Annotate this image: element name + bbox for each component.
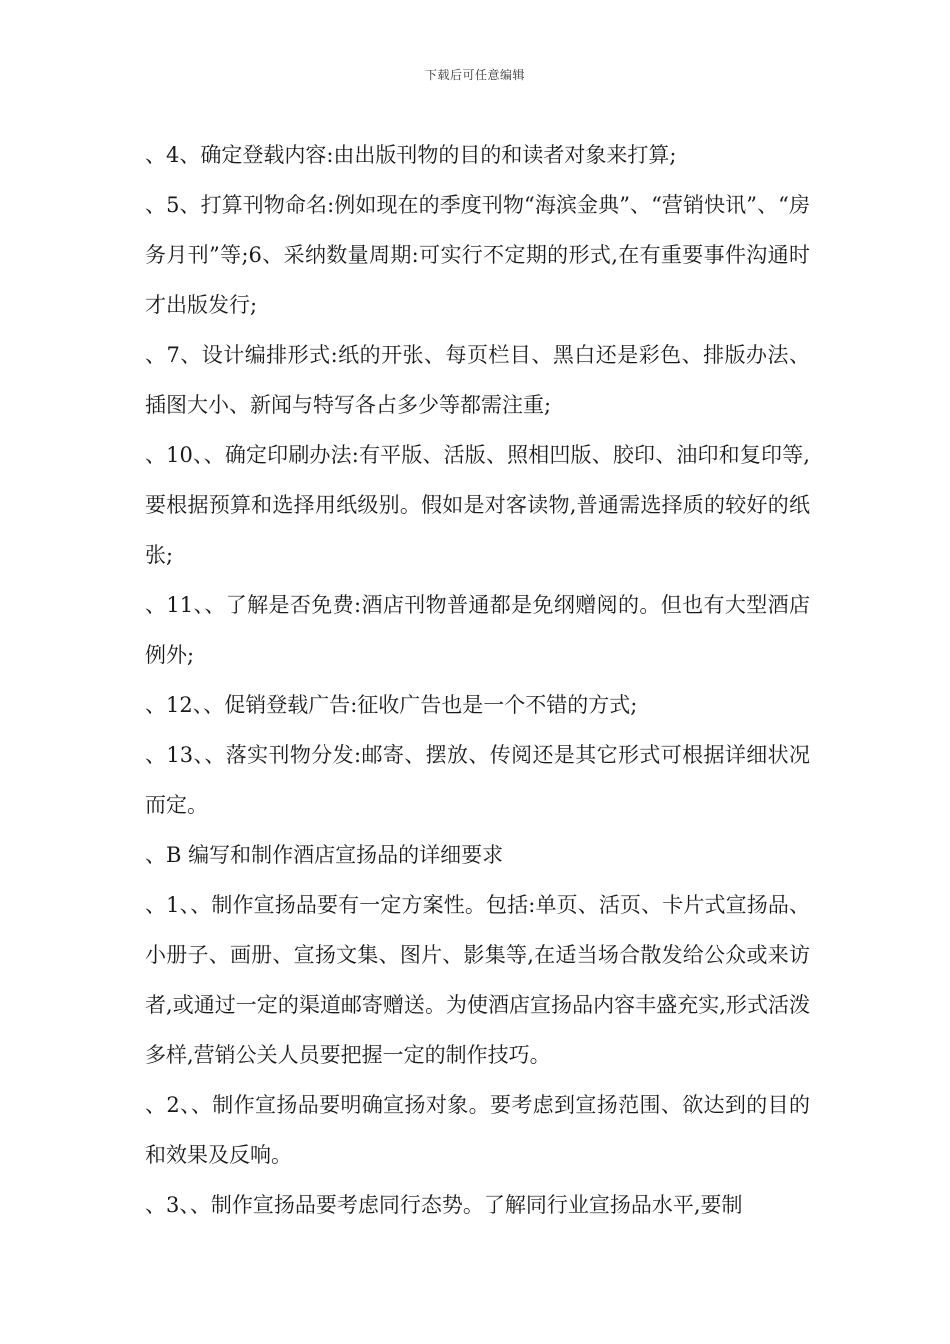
paragraph: 、1、、制作宣扬品要有一定方案性。包括:单页、活页、卡片式宣扬品、小册子、画册、宣扬文集、图片、影集等,在适当场合散发给公众或来访者,或通过一定的渠道邮寄赠送。为使酒店宣扬品内容丰盛充实,形式活泼多样,营销公关人员要把握一定的制作技巧。: [145, 893, 810, 1067]
paragraph: 、10、、确定印刷办法:有平版、活版、照相凹版、胶印、油印和复印等,要根据预算和选择用纸级别。假如是对客读物,普通需选择质的较好的纸张;: [145, 443, 810, 567]
paragraph: 、4、确定登载内容:由出版刊物的目的和读者对象来打算;: [145, 143, 677, 167]
paragraph: 、13、、落实刊物分发:邮寄、摆放、传阅还是其它形式可根据详细状况而定。: [145, 743, 810, 817]
paragraph: 、7、设计编排形式:纸的开张、每页栏目、黑白还是彩色、排版办法、插图大小、新闻与特写各占多少等都需注重;: [145, 343, 810, 417]
section-heading: 、B 编写和制作酒店宣扬品的详细要求: [145, 843, 504, 867]
page-header: 下载后可任意编辑: [424, 68, 525, 82]
paragraph: 、2、、制作宣扬品要明确宣扬对象。要考虑到宣扬范围、欲达到的目的和效果及反响。: [145, 1093, 810, 1167]
paragraph: 、12、、促销登载广告:征收广告也是一个不错的方式;: [145, 693, 638, 717]
paragraph: 、3、、制作宣扬品要考虑同行态势。了解同行业宣扬品水平,要制: [145, 1193, 743, 1217]
document-body: [145, 130, 810, 1230]
paragraph: 、5、打算刊物命名:例如现在的季度刊物“海滨金典”、“营销快讯”、“房务月刊”等;6、采纳数量周期:可实行不定期的形式,在有重要事件沟通时才出版发行;: [145, 193, 810, 317]
paragraph: 、11、、了解是否免费:酒店刊物普通都是免纲赠阅的。但也有大型酒店例外;: [145, 593, 810, 667]
